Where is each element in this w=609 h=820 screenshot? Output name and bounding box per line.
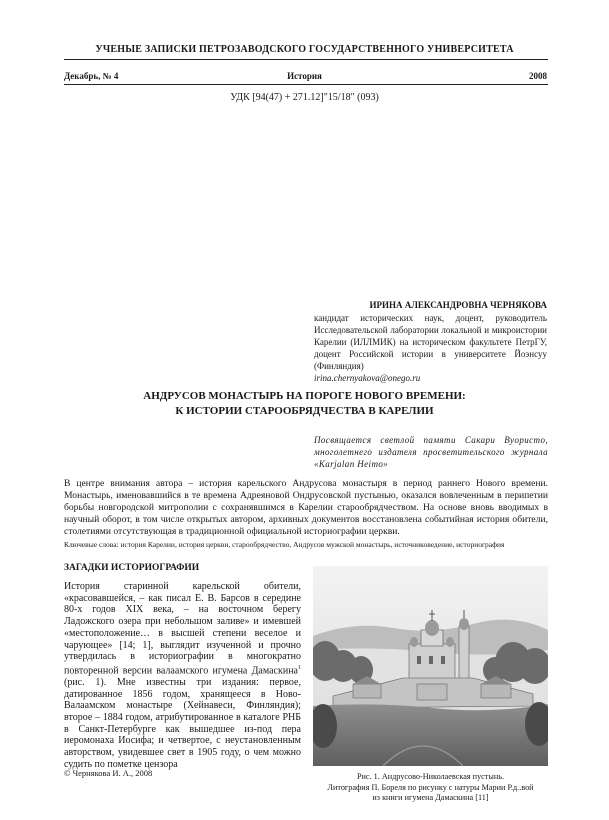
- body-text-part-1: История старинной карельской обители, «красовавшейся, – как писал Е. В. Барсов в середине 80-х годов XIX века, – на восточном берегу Ладожского озера при небольшом заливе» и имевшей «местоположение… в высшей степени веселое и чарующее» [14; 1], выглядит изученной и прочно утвердилась в историографии в многократно повторенной версии валаамского игумена Дамаскина: [64, 581, 301, 677]
- figure-caption: [313, 772, 548, 804]
- figure-caption-line-2: Литография П. Бореля по рисунку с натуры Марии Р.д..вой: [327, 782, 534, 792]
- abstract: В центре внимания автора – история карельского Андрусова монастыря в период раннего Нового времени. Монастырь, именовавшийся в те времена Адреяновой Ондрусовской пустынью, оказался вовлеченным в перипетии борьбы новгородской митрополии с сохранявшимся в Карелии старообрядчеством. На основе вновь вводимых в научный оборот, в том числе открытых автором, архивных документов восстановлена событийная история обители, столетиями отсутствующая в традиционной официальной историографии церкви.: [64, 478, 548, 537]
- lithograph-illustration: [313, 566, 548, 766]
- foreground-ground: [313, 704, 548, 766]
- issue-label: Декабрь, № 4: [64, 71, 119, 81]
- journal-title: УЧЕНЫЕ ЗАПИСКИ ПЕТРОЗАВОДСКОГО ГОСУДАРСТВЕННОГО УНИВЕРСИТЕТА: [95, 44, 514, 55]
- epigraph: Посвящается светлой памяти Сакари Вуористо, многолетнего издателя просветительского журнала «Karjalan Heimo»: [314, 435, 548, 469]
- author-info: [314, 312, 547, 384]
- monastery-walls: [333, 676, 533, 708]
- year-label: 2008: [529, 71, 547, 81]
- footnote-marker[interactable]: 1: [298, 664, 301, 671]
- article-title-line-2: К ИСТОРИИ СТАРООБРЯДЧЕСТВА В КАРЕЛИИ: [175, 405, 434, 417]
- section-label: История: [287, 71, 322, 81]
- article-title-line-1: АНДРУСОВ МОНАСТЫРЬ НА ПОРОГЕ НОВОГО ВРЕМЕНИ:: [143, 390, 466, 402]
- header-rule-bottom: [64, 84, 548, 85]
- figure-caption-line-3: из книги игумена Дамаскина [11]: [372, 793, 489, 802]
- figure-monastery-lithograph: [313, 566, 548, 806]
- copyright-note: © Чернякова И. А., 2008: [64, 768, 153, 778]
- section-heading: ЗАГАДКИ ИСТОРИОГРАФИИ: [64, 563, 200, 573]
- author-email[interactable]: irina.chernyakova@onego.ru: [314, 373, 421, 383]
- body-text: [64, 581, 301, 771]
- body-text-part-2: (рис. 1). Мне известны три издания: первое, датированное 1856 годом, хранящееся в Ново-Валаамском монастыре (Хейнавеси, Финляндия); второе – 1884 годом, атрибутированное в каталоге РНБ в Санкт-Петербурге как вышедшее из-под пера иеромонаха Иосифа; и четвертое, с неустановленным авторством, увидевшее свет в 1905 году, о чем можно судить по пометке цензора: [64, 676, 301, 770]
- article-title: [0, 389, 609, 419]
- author-credentials: кандидат исторических наук, доцент, руководитель Исследовательской лаборатории локальной и микроистории Карелии (ИЛЛМИК) на историческом факультете ПетрГУ, доцент Российской истории в университете Йоэнсуу (Финляндия): [314, 313, 547, 371]
- header-rule-top: [64, 59, 548, 60]
- figure-caption-line-1: Рис. 1. Андрусово-Николаевская пустынь.: [356, 772, 505, 781]
- author-name: ИРИНА АЛЕКСАНДРОВНА ЧЕРНЯКОВА: [369, 300, 547, 310]
- udk-code: УДК [94(47) + 271.12]"15/18" (093): [230, 92, 379, 103]
- keywords: Ключевые слова: история Карелии, история церкви, старообрядчество, Андрусов мужской монастырь, источниковедение, историография: [64, 540, 505, 549]
